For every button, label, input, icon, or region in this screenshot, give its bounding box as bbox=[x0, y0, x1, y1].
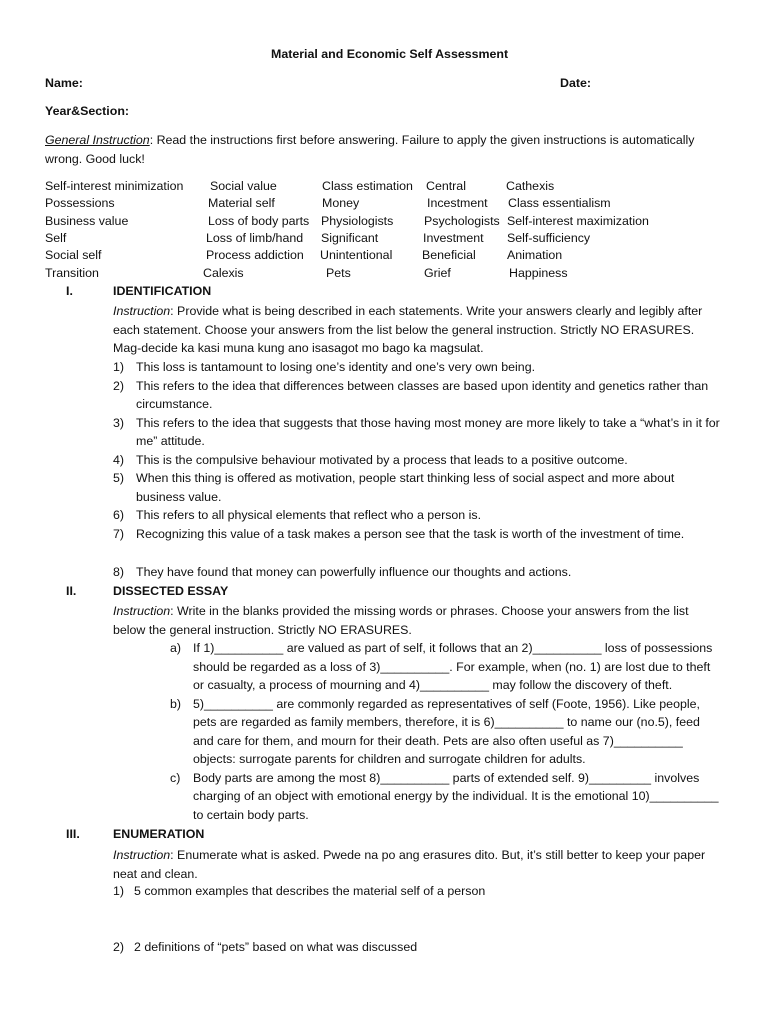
list-item: 3) This refers to the idea that suggests that those having most money are more likely to take a “what’s in it for me” attitude. bbox=[113, 415, 720, 448]
word-bank-item: Unintentional bbox=[320, 248, 393, 262]
general-instruction-label: General Instruction bbox=[45, 133, 150, 147]
name-label: Name: bbox=[45, 76, 83, 90]
word-bank-item: Physiologists bbox=[321, 214, 394, 228]
instruction-text: : Write in the blanks provided the missing words or phrases. Choose your answers from the list below the general instruction. Strictly NO ERASURES. bbox=[113, 604, 689, 637]
word-bank-item: Class essentialism bbox=[508, 196, 611, 210]
word-bank-item: Beneficial bbox=[422, 248, 476, 262]
word-bank-item: Process addiction bbox=[206, 248, 304, 262]
instruction-text: : Provide what is being described in each statements. Write your answers clearly and legibly after each statement. Choose your answers from the list below the general instruction. Strictly NO ERASURES. Mag-decide ka kasi muna kung ano isasagot mo bago ka magsulat. bbox=[113, 304, 703, 355]
general-instruction-text: : Read the instructions first before answering. Failure to apply the given instructions is automatically wrong. Good luck! bbox=[45, 133, 695, 166]
word-bank-item: Material self bbox=[208, 196, 275, 210]
word-bank-item: Loss of limb/hand bbox=[206, 231, 304, 245]
section-2-instruction bbox=[113, 602, 713, 639]
section-1-instruction bbox=[113, 302, 721, 358]
word-bank-item: Self-interest maximization bbox=[507, 214, 649, 228]
word-bank-item: Transition bbox=[45, 266, 99, 280]
section-1-heading: IDENTIFICATION bbox=[113, 284, 212, 298]
word-bank-item: Self-interest minimization bbox=[45, 179, 184, 193]
word-bank-item: Money bbox=[322, 196, 360, 210]
word-bank-item: Self-sufficiency bbox=[507, 231, 591, 245]
page-title: Material and Economic Self Assessment bbox=[271, 47, 509, 61]
section-2-heading: DISSECTED ESSAY bbox=[113, 584, 229, 598]
year-section-label: Year&Section: bbox=[45, 104, 130, 118]
word-bank-item: Possessions bbox=[45, 196, 115, 210]
instruction-text: : Enumerate what is asked. Pwede na po ang erasures dito. But, it’s still better to keep your paper neat and clean. bbox=[113, 848, 706, 881]
list-item: 7) Recognizing this value of a task makes a person see that the task is worth of the investment of time. bbox=[113, 526, 685, 541]
section-3-numeral: III. bbox=[66, 827, 80, 841]
list-item: a) If 1)__________ are valued as part of self, it follows that an 2)__________ loss of possessions should be regarded as a loss of 3)__________. For example, when (no. 1) are lost due to theft or casualty, a process of mourning and 4)__________ may follow the discovery of theft. bbox=[170, 641, 713, 692]
section-1-numeral: I. bbox=[66, 284, 73, 298]
word-bank-item: Class estimation bbox=[322, 179, 413, 193]
list-item: 5) When this thing is offered as motivation, people start thinking less of social aspect and more about business value. bbox=[113, 471, 675, 504]
word-bank-item: Significant bbox=[321, 231, 379, 245]
list-item: c) Body parts are among the most 8)__________ parts of extended self. 9)_________ involves charging of an object with emotional energy by the individual. It is the emotional 10)__________ to certain body parts. bbox=[170, 770, 719, 822]
word-bank-item: Loss of body parts bbox=[208, 214, 310, 228]
list-item: 6) This refers to all physical elements that reflect who a person is. bbox=[113, 508, 482, 522]
word-bank-item: Investment bbox=[423, 231, 484, 245]
essay-list bbox=[170, 639, 722, 824]
word-bank-item: Incestment bbox=[427, 196, 488, 210]
word-bank-item: Grief bbox=[424, 266, 451, 280]
item-number: 2) bbox=[113, 940, 125, 954]
instruction-label: Instruction bbox=[113, 604, 171, 618]
enumeration-item-1 bbox=[113, 884, 485, 898]
section-2-numeral: II. bbox=[66, 584, 77, 598]
word-bank-item: Cathexis bbox=[506, 179, 555, 193]
identification-list bbox=[113, 358, 723, 582]
word-bank-item: Self bbox=[45, 231, 67, 245]
list-item: b) 5)__________ are commonly regarded as representatives of self (Foote, 1956). Like people, pets are regarded as family members, therefore, it is 6)__________ to name our (no.5), feed and care for them, and mourn for their death. Pets are also often useful as 7)__________ objects: surrogate parents for children and surrogate children for adults. bbox=[170, 696, 700, 766]
word-bank-item: Pets bbox=[326, 266, 351, 280]
enumeration-item-2 bbox=[113, 940, 417, 954]
word-bank-item: Animation bbox=[507, 248, 563, 262]
instruction-label: Instruction bbox=[113, 304, 171, 318]
word-bank-item: Business value bbox=[45, 214, 129, 228]
general-instruction bbox=[45, 131, 725, 168]
word-bank-item: Calexis bbox=[203, 266, 244, 280]
item-text: 2 definitions of “pets” based on what was discussed bbox=[134, 940, 418, 954]
word-bank-item: Happiness bbox=[509, 266, 568, 280]
list-item: 8) They have found that money can powerfully influence our thoughts and actions. bbox=[113, 565, 572, 579]
item-text: 5 common examples that describes the material self of a person bbox=[134, 884, 486, 898]
instruction-label: Instruction bbox=[113, 848, 171, 862]
section-3-instruction bbox=[113, 846, 723, 883]
list-item: 1) This loss is tantamount to losing one’s identity and one’s very own being. bbox=[113, 360, 536, 374]
section-3-heading: ENUMERATION bbox=[113, 827, 205, 841]
word-bank-item: Psychologists bbox=[424, 214, 500, 228]
list-item: 4) This is the compulsive behaviour motivated by a process that leads to a positive outcome. bbox=[113, 452, 628, 467]
word-bank-item: Central bbox=[426, 179, 466, 193]
word-bank-item: Social self bbox=[45, 248, 102, 262]
date-label: Date: bbox=[560, 76, 591, 90]
list-item: 2) This refers to the idea that differences between classes are based upon identity and genetics rather than circumstance. bbox=[113, 378, 709, 411]
word-bank-item: Social value bbox=[210, 179, 277, 193]
item-number: 1) bbox=[113, 884, 125, 898]
